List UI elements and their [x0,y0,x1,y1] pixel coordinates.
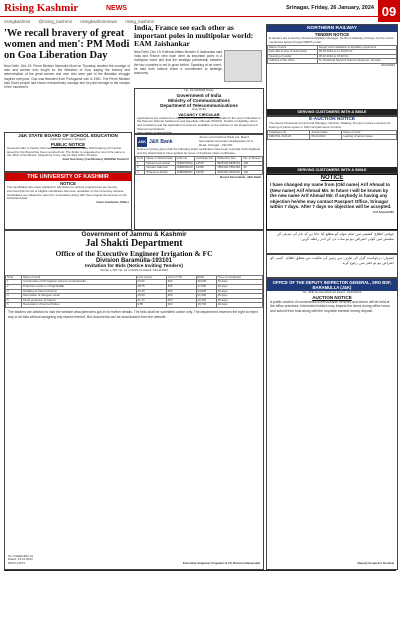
masthead [0,0,400,17]
dateline: Srinagar, Friday, 26 January, 2024 [286,5,374,11]
table-cell: 06.02.2024 [310,135,342,140]
table-cell: Construction of lift irrigation scheme at Gantamulla [22,280,136,285]
table-cell: 6 [6,303,22,308]
table-header-cell: Cost (Lacs) [136,275,166,280]
name-notice-sign: Arif Ahmad Mir [372,209,394,214]
lead-headline: 'We recall bravery of great women and men': PM Modi on Goa Liberation Day [4,28,130,62]
jal-shakti-sign: Executive Engineer Irrigation & FC Division Baramulla [182,561,260,566]
table-cell: 100 [242,161,263,166]
table-cell: 05.02.2024 at 15:30 hrs [317,54,396,59]
table-cell: 300 [166,289,196,294]
table-cell: 12365 [195,166,216,171]
vacancy-code: CBC 46251/11/0012/2425 [137,130,172,134]
table-header-cell: S.No [137,155,144,160]
university-notice [4,172,132,230]
jal-shakti-code: DIP/K-14571 [8,561,26,566]
table-cell: Renovation of Zaingeer canal [22,294,136,299]
urdu-ad-text: اشتہار: درخواست گزار کی طرف سے زمین کی ملکیت سے متعلق اطلاع۔ کسی کو اعتراض ہو تو دفتر میں رجوع کرے۔ [270,256,394,265]
bottom-divider [4,570,396,571]
social-handle: @rising_kashmir [38,18,73,24]
table-header-cell: Auction Date [310,130,342,135]
page-number: 09 [378,0,400,22]
table-header-cell: No. of Shares [243,155,261,160]
school-board-sub: Kashmir Division, Srinagar [50,137,86,141]
table-cell: 14578 [195,161,216,166]
table-row [268,135,397,140]
jk-bank-logo-icon: J&K [137,137,147,147]
table-cell: 7854120-7854169 [216,166,242,171]
table-cell: 20 days [216,289,262,294]
urdu-ad [266,254,398,278]
table-cell: 25 days [216,294,262,299]
table-header-cell: Distinctive Nos. [216,156,242,161]
table-cell: JKB0089631 [176,169,193,174]
university-sign: Dean Academic Affairs [96,200,129,205]
table-cell: 300 [166,294,196,299]
vacancy-department: Department of Telecommunications [160,102,238,108]
table-row [136,170,263,175]
jk-bank-name: J&K Bank [149,138,173,145]
dig-heading: AUCTION NOTICE [312,294,352,300]
jal-shakti-gov: Government of Jammu & Kashmir [81,231,187,238]
table-cell: Address of the office [268,59,318,64]
news-photo [224,50,262,82]
vacancy-city: New Delhi [192,106,206,111]
table-header-cell: Name of work [342,130,397,135]
jk-bank-table [135,156,263,175]
table-row [268,59,397,64]
section-tag: NEWS [106,4,127,12]
jal-shakti-date: Dated: 19.12.2023 [8,557,33,562]
table-cell: Desilting of canal at Kunzer [22,289,136,294]
dig-auction-notice [266,278,398,570]
school-board-notice [4,132,132,172]
northern-railway-tender [266,24,398,116]
vacancy-body: Applications are invited from eligible and interested Indian nationals for the post of Member to the Telecom Dispute Settlement and Appellate Tribunal (TDSAT). Details of eligibility, terms and conditions and the application format are available on the website of the Department of Telecommunications. [137,115,261,131]
table-cell: Supply and installation of signalling equipment [317,45,396,50]
e-auction-body: The Senior Divisional Commercial Manager, Northern Railway, Firozpur invites e-auction for leasing of parcel space in SLR compartments of trains. [269,121,391,129]
table-cell: 9632150-9632249 [216,170,242,175]
table-cell: 37,500 [196,284,216,289]
table-cell: Shameem Akhter [145,170,175,175]
railway-table [267,45,397,64]
railway-sub: TENDER NOTICE [314,32,350,37]
vacancy-ministry: Ministry of Communications [168,97,230,103]
vacancy-ref: No. 15-02/2018-Study [184,88,214,92]
name-notice-body: I have changed my name from (Old name) Arif Ahmad to (New name) Arif Ahmad Mir. In future I will be known by the new name Arif Ahmad Mir. If anybody is having any objection he/she may contact Passport Office, Srinagar within 7 days. After 7 days no objection will be accepted. [270,182,392,210]
table-cell: JKB0078452 [176,160,193,165]
jal-shakti-office: Office of the Executive Engineer Irrigation & FC [55,249,213,258]
table-cell: Opening of tender [268,54,318,59]
table-cell: Restoration of bund at Pattan [22,303,136,308]
jal-shakti-conditions: The bidders are advised to visit the website www.jktenders.gov.in for further details. The bids shall be submitted online only. The department reserves the right to reject any or all bids without assigning any reason thereof. Bid documents can be downloaded from the website. [8,309,258,319]
table-cell: 4 [6,294,22,299]
table-cell: Ghulam Nabi Dar [145,166,175,171]
table-cell: 15.60 [136,294,166,299]
table-cell: 05.02.2024 up to 15:00 hrs [317,50,396,55]
jal-shakti-table [5,275,263,308]
table-cell: 24,800 [196,289,216,294]
table-cell: 20 days [216,303,262,308]
dig-title: OFFICE OF THE DEPUTY INSPECTOR GENERAL, SRO BSF, BARAMULLA (J&K) [267,279,397,291]
table-cell: 500 [166,284,196,289]
railway-title: NORTHERN RAILWAY [267,25,397,32]
school-board-title: PUBLIC NOTICE [50,141,86,147]
name-notice-title: NOTICE [320,175,344,181]
table-cell: Sr. Divisional Signal & Telecom Engineer, Firozpur [317,59,396,64]
school-board-sign: Joint Secretary (Certificates) JKBOSE Kashmir [62,157,129,162]
table-header-cell: Catalogue No. [268,130,310,135]
jk-bank-footer: Board Secretariat, J&K Bank [220,175,261,180]
lead-story [4,28,130,128]
jal-shakti-tender [4,230,264,570]
table-cell: 8945120-8945219 [216,161,242,166]
table-cell: FZR-PCL-SLR-24 [268,135,310,140]
table-cell: 12.40 [136,289,166,294]
vacancy-gov: Government of India [176,92,222,98]
table-cell: 3 [6,289,22,294]
social-handle: rising_kashmir [125,18,155,24]
table-cell: 30 days [216,298,262,303]
table-cell: 2 [6,284,22,289]
social-handle: risingkashmirnews [80,18,118,24]
table-cell: Last date & time of submission [268,50,318,55]
table-cell: 19,700 [196,303,216,308]
jal-shakti-title: Jal Shakti Department [85,238,183,249]
urdu-ad [266,230,398,254]
table-cell: 1 [136,161,145,166]
second-headline: India, France see each other as important poles in multipolar world: EAM Jaishankar [134,24,254,48]
table-cell: 500 [166,280,196,285]
school-board-body: General public is hereby informed that the certificate of Class 10th bearing roll number issued by the Board has been reported lost. The finder is requested to return the same to the office of the Board. Objections if any may be filed within 15 days. [7,145,126,158]
table-header-cell: S.No [6,275,22,280]
vacancy-heading: VACANCY CIRCULAR [178,111,220,117]
table-cell: 500 [166,298,196,303]
e-auction-notice [266,116,398,174]
table-cell: 49,000 [196,280,216,285]
jal-shakti-ref: Tender e-NIT No. 01 of 2023-24 Dated: 19/12/2023 [100,268,168,272]
table-header-cell: Folio No. [175,156,194,161]
table-cell: 300 [166,303,196,308]
newspaper-logo: Rising Kashmir [4,2,79,14]
table-cell: 100 [242,170,263,175]
table-cell: 9.85 [136,303,166,308]
university-sub: NOTICE [60,181,76,186]
table-cell: 2 [136,166,145,171]
table-cell: Mohammad Ashraf [145,161,175,166]
urdu-ad-text: عوامی اطلاع: کشمیر میں تمام عوام کو مطلع کیا جاتا ہے کہ نام کی تبدیلی کے سلسلے میں کوئی اعتراض ہو تو سات دن کے اندر رابطہ کریں۔ [277,232,394,241]
table-cell: 21.10 [136,298,166,303]
vacancy-circular [134,88,264,134]
table-cell: 1 [6,280,22,285]
table-cell: 18745 [195,170,216,175]
university-title: THE UNIVERSITY OF KASHMIR [5,173,131,181]
railway-band: SERVING CUSTOMERS WITH A SMILE [267,109,397,115]
railway-code: 2224/2023 [380,62,395,67]
jal-shakti-division: Division Baramulla-193101 [95,258,173,264]
table-cell: 5 [6,298,22,303]
jal-shakti-no: No: ID/EE/1822-31 [8,553,34,558]
dig-body: A public auction of condemned/unserviceable vehicles and stores will be held at the office premises. Interested bidders may inspect the items during office hours and submit their bids along with the requisite earnest money deposit. [270,299,390,313]
table-header-cell: Cost of T/D [166,275,196,280]
e-auction-band: SERVING CUSTOMERS WITH A SMILE [267,167,397,173]
dig-sub: No. ID/E-Tender/2023-24 Dated: 19/12/2023 [302,290,362,294]
table-cell: 30 days [216,284,262,289]
jk-bank-head: Jammu and Kashmir Bank Ltd. Board Secretariat Corporate Headquarters M.A. Road, Srinagar - 190 001 [199,135,254,147]
e-auction-table [267,130,397,140]
railway-body: E-tenders are invited by Divisional Railway Manager, Northern Railway, Firozpur for the works mentioned below through IREPS portal. [269,36,394,44]
social-handle: risingkashmir [4,18,31,24]
table-cell: Leasing of parcel space [342,135,397,140]
table-header-cell: EMD [196,275,216,280]
table-cell: 18.75 [136,284,166,289]
table-cell: 50 [242,166,263,171]
table-header-cell: Certificate No. [196,155,214,160]
university-body: The candidates who have applied for admission to various programmes are hereby informed that the list of eligible candidates has been uploaded on the University website. Candidates are advised to report for counselling along with their original documents on the scheduled date. [7,185,127,201]
table-header-cell: Name of Shareholder [145,156,175,161]
table-cell: Protection works on Ningli Nallah [22,284,136,289]
table-header-cell: Time of completion [216,275,262,280]
name-change-notice [266,174,398,230]
table-cell: 3 [136,170,145,175]
table-cell: 30 days [216,280,262,285]
lead-body: New Delhi, Dec 19: Prime Minister Narendra Modi on Thursday recalled the courage of men and women who fought for the liberation of Goa, saying the bravery and determination of the great women and men who were part of the liberation struggle inspires everyone. Goa was liberated from Portuguese rule in 1961. The Prime Minister said Goa's people had shown extraordinary courage and he paid homage to the martyrs of the movement. [4,64,130,90]
table-cell: 24.50 [136,280,166,285]
jk-bank-body: Notice is hereby given that the following share certificates have been reported lost/misplaced and the shareholders have applied for issue of duplicate share certificates. [137,147,261,156]
dig-sign: Deputy Inspector General [357,561,394,566]
school-board-org: J&K STATE BOARD OF SCHOOL EDUCATION [18,133,118,138]
second-story [134,24,262,86]
table-row [6,303,263,308]
table-cell: Name of work [268,45,318,50]
table-cell: 42,200 [196,298,216,303]
jal-shakti-invitation: Invitation for Bids (Notice Inviting Tenders) [85,264,183,269]
table-header-cell: Name of work [22,275,136,280]
table-cell: Flood protection at Sopore [22,298,136,303]
table-cell: 31,200 [196,294,216,299]
e-auction-title: E-AUCTION NOTICE [308,117,356,122]
table-cell: JKB0045126 [176,165,193,170]
second-body: New Delhi, Dec 19: External Affairs Minister S Jaishankar said India and France view each other as important poles in a multipolar world and that the strategic partnership between the two countries is set to grow further. Speaking at an event, he said both nations share a commitment to strategic autonomy. [134,49,222,75]
